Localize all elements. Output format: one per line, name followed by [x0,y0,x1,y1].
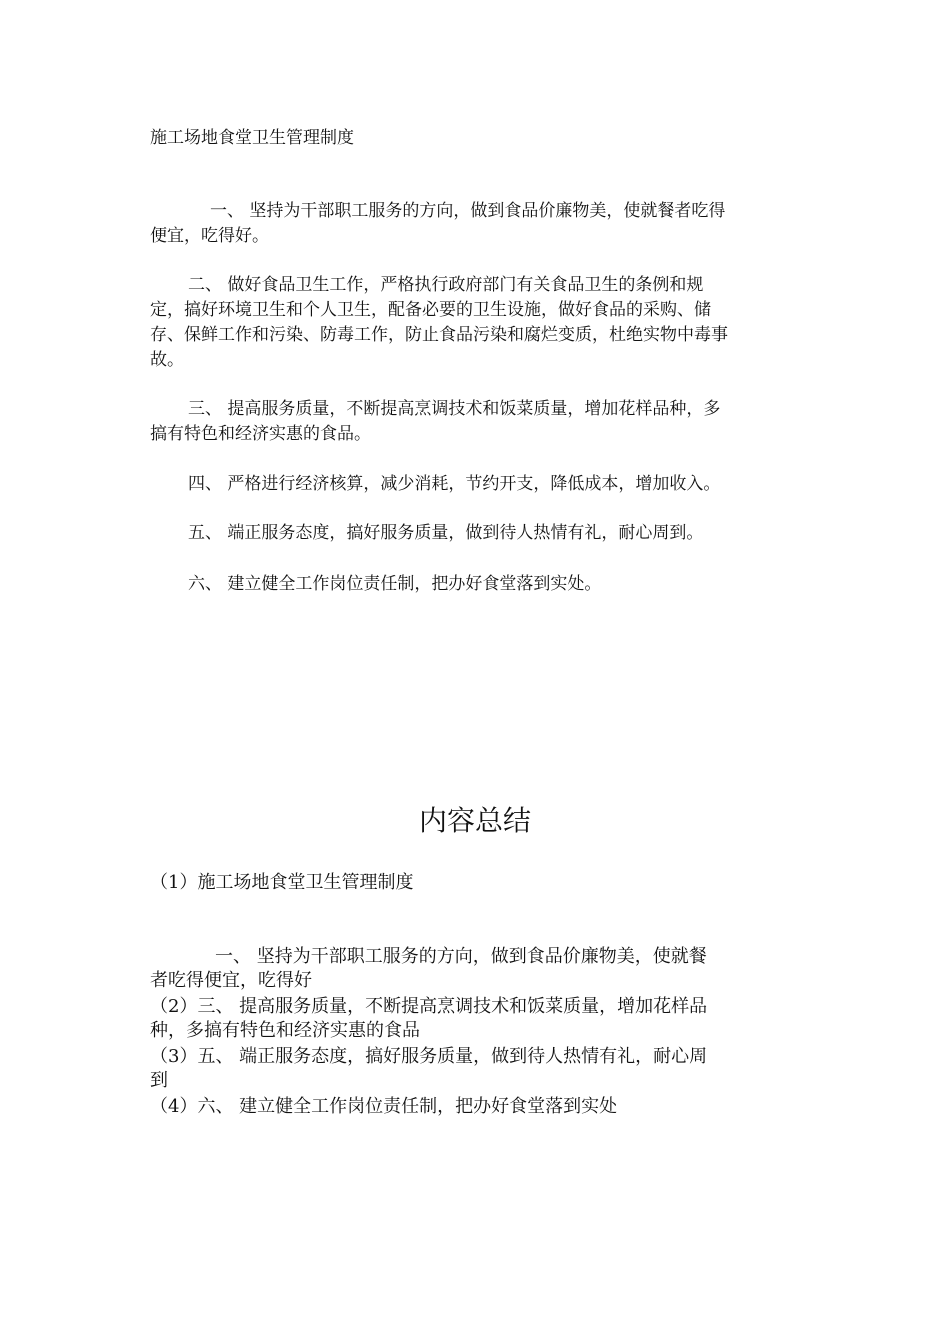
paragraph-line: 六、 建立健全工作岗位责任制，把办好食堂落到实处。 [188,574,602,594]
paragraph-line: 故。 [150,350,184,370]
paragraph-line: 存、保鲜工作和污染、防毒工作，防止食品污染和腐烂变质，杜绝实物中毒事 [150,325,728,345]
summary-line: 种，多搞有特色和经济实惠的食品 [150,1020,420,1041]
paragraph-2 [150,273,805,373]
summary-line: 一、 坚持为干部职工服务的方向，做到食品价廉物美，使就餐 [215,946,707,967]
paragraph-line: 便宜，吃得好。 [150,226,269,246]
summary-line: （2）三、 提高服务质量，不断提高烹调技术和饭菜质量，增加花样品 [150,996,708,1017]
paragraph-line: 定，搞好环境卫生和个人卫生，配备必要的卫生设施，做好食品的采购、储 [150,300,711,320]
summary-item-2 [150,995,810,1043]
summary-item-1-detail [150,945,810,993]
summary-heading: 内容总结 [418,804,531,837]
paragraph-1 [150,199,805,249]
summary-line: （4）六、 建立健全工作岗位责任制，把办好食堂落到实处 [150,1096,618,1117]
summary-item-3 [150,1045,810,1093]
summary-line: （3）五、 端正服务态度，搞好服务质量，做到待人热情有礼，耐心周 [150,1046,708,1067]
summary-item-1 [150,871,810,895]
summary-line: （1）施工场地食堂卫生管理制度 [150,872,414,893]
paragraph-4 [150,472,805,497]
paragraph-line: 三、 提高服务质量，不断提高烹调技术和饭菜质量，增加花样品种，多 [188,399,721,419]
paragraph-line: 二、 做好食品卫生工作，严格执行政府部门有关食品卫生的条例和规 [188,275,704,295]
summary-line: 到 [150,1070,168,1091]
summary-line: 者吃得便宜，吃得好 [150,970,312,991]
paragraph-3 [150,397,805,447]
paragraph-line: 一、 坚持为干部职工服务的方向，做到食品价廉物美，使就餐者吃得 [210,201,726,221]
paragraph-line: 搞有特色和经济实惠的食品。 [150,424,371,444]
document-title: 施工场地食堂卫生管理制度 [150,128,354,148]
summary-item-4 [150,1095,810,1119]
paragraph-line: 五、 端正服务态度，搞好服务质量，做到待人热情有礼，耐心周到。 [188,523,704,543]
paragraph-line: 四、 严格进行经济核算，减少消耗，节约开支，降低成本，增加收入。 [188,474,721,494]
paragraph-5 [150,521,805,546]
paragraph-6 [150,572,805,597]
